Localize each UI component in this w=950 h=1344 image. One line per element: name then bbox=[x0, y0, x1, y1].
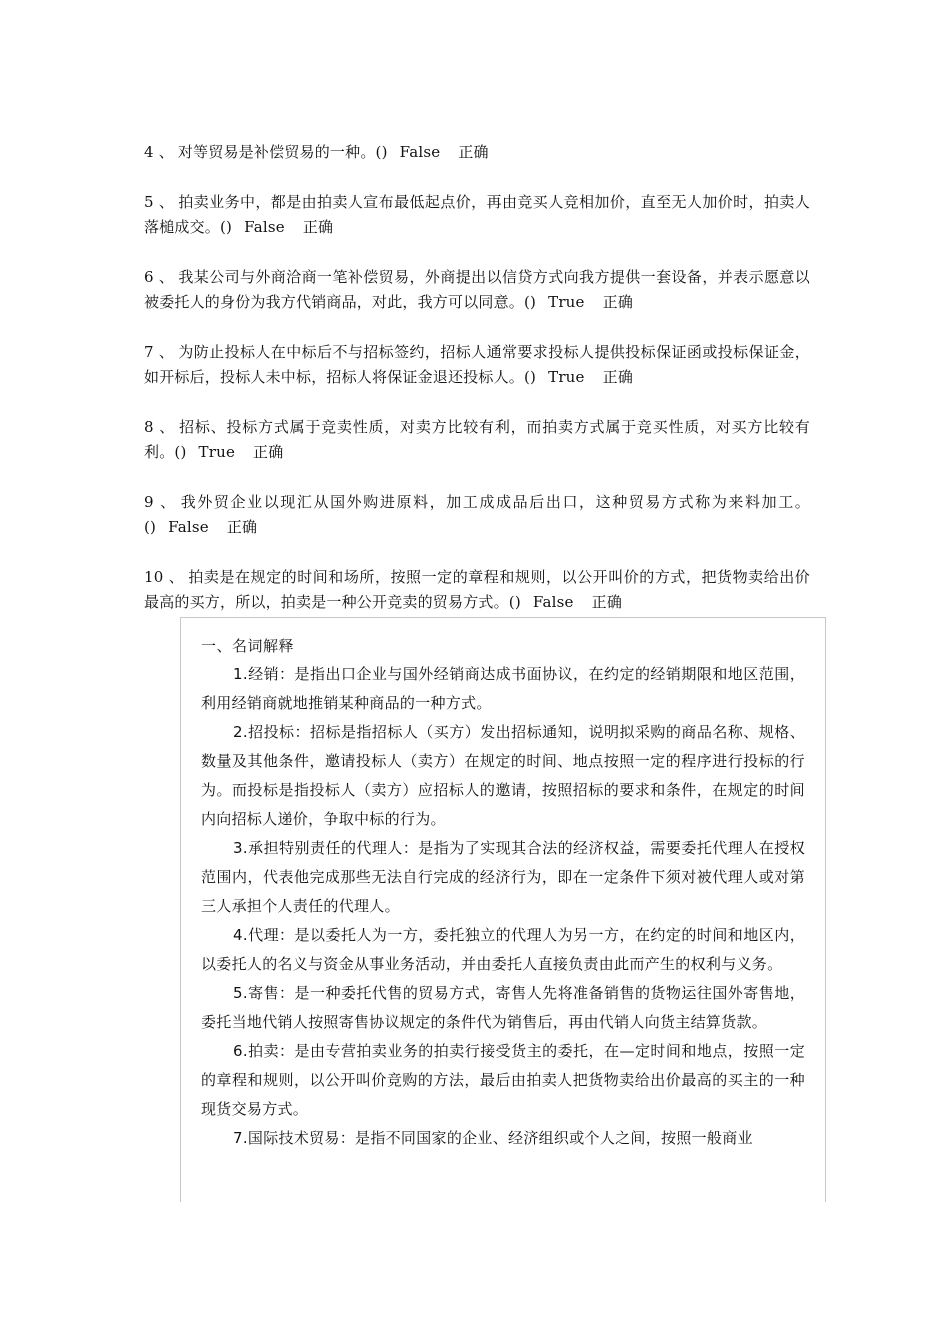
entry-text: 寄售：是一种委托代售的贸易方式，寄售人先将准备销售的货物运往国外寄售地，委托当地代销人按照寄售协议规定的条件代为销售后，再由代销人向货主结算货款。 bbox=[201, 984, 805, 1031]
question-number: 9 、 bbox=[144, 493, 177, 511]
entry-text: 代理：是以委托人为一方，委托独立的代理人为另一方，在约定的时间和地区内，以委托人的名义与资金从事业务活动，并由委托人直接负责由此而产生的权利与义务。 bbox=[201, 926, 805, 973]
question-item bbox=[144, 565, 810, 615]
question-text: 招标、投标方式属于竞卖性质，对卖方比较有利，而拍卖方式属于竞买性质，对买方比较有利。() bbox=[144, 418, 810, 461]
question-text: 拍卖是在规定的时间和场所，按照一定的章程和规则，以公开叫价的方式，把货物卖给出价最高的买方，所以，拍卖是一种公开竞卖的贸易方式。() bbox=[144, 568, 810, 611]
glossary-entry bbox=[201, 1037, 805, 1124]
question-answer: True bbox=[548, 293, 585, 311]
question-answer: False bbox=[532, 593, 574, 611]
question-judgement: 正确 bbox=[226, 518, 258, 536]
question-judgement: 正确 bbox=[591, 593, 623, 611]
entry-text: 招投标：招标是指招标人（买方）发出招标通知，说明拟采购的商品名称、规格、数量及其他条件，邀请投标人（卖方）在规定的时间、地点按照一定的程序进行投标的行为。而投标是指投标人（卖方）应招标人的邀请，按照招标的要求和条件，在规定的时间内向招标人递价，争取中标的行为。 bbox=[201, 723, 805, 828]
glossary-entry bbox=[201, 718, 805, 834]
entry-number: 7. bbox=[233, 1129, 248, 1147]
question-answer: False bbox=[399, 143, 441, 161]
question-number: 8 、 bbox=[144, 418, 176, 436]
question-number: 7 、 bbox=[144, 343, 175, 361]
entry-text: 经销：是指出口企业与国外经销商达成书面协议，在约定的经销期限和地区范围，利用经销商就地推销某种商品的一种方式。 bbox=[201, 665, 805, 712]
glossary-entry bbox=[201, 660, 805, 718]
glossary-entry bbox=[201, 834, 805, 921]
entry-number: 1. bbox=[233, 665, 248, 683]
glossary-box bbox=[180, 617, 826, 1202]
question-number: 10 、 bbox=[144, 568, 185, 586]
entry-number: 2. bbox=[233, 723, 248, 741]
entry-number: 3. bbox=[233, 839, 248, 857]
question-judgement: 正确 bbox=[602, 293, 634, 311]
question-judgement: 正确 bbox=[458, 143, 489, 161]
entry-number: 4. bbox=[233, 926, 248, 944]
question-answer: True bbox=[198, 443, 236, 461]
question-item bbox=[144, 340, 810, 390]
question-text: 我外贸企业以现汇从国外购进原料，加工成成品后出口，这种贸易方式称为来料加工。() bbox=[144, 493, 810, 536]
question-text: 拍卖业务中，都是由拍卖人宣布最低起点价，再由竞买人竞相加价，直至无人加价时，拍卖人落槌成交。() bbox=[144, 193, 810, 236]
question-item bbox=[144, 265, 810, 315]
glossary-entry bbox=[201, 979, 805, 1037]
question-answer: True bbox=[548, 368, 585, 386]
question-item bbox=[144, 190, 810, 240]
question-judgement: 正确 bbox=[602, 368, 634, 386]
question-item bbox=[144, 490, 810, 540]
entry-text: 国际技术贸易：是指不同国家的企业、经济组织或个人之间，按照一般商业 bbox=[247, 1129, 753, 1147]
entry-number: 5. bbox=[233, 984, 248, 1002]
question-judgement: 正确 bbox=[253, 443, 284, 461]
entry-number: 6. bbox=[233, 1042, 248, 1060]
question-answer: False bbox=[168, 518, 209, 536]
question-item bbox=[144, 140, 810, 165]
question-number: 6 、 bbox=[144, 268, 175, 286]
glossary-title: 一、名词解释 bbox=[201, 637, 295, 655]
question-answer: False bbox=[244, 218, 285, 236]
question-number: 5 、 bbox=[144, 193, 175, 211]
question-text: 对等贸易是补偿贸易的一种。() bbox=[177, 143, 388, 161]
glossary-entry bbox=[201, 1124, 805, 1153]
question-item bbox=[144, 415, 810, 465]
entry-text: 拍卖：是由专营拍卖业务的拍卖行接受货主的委托，在—定时间和地点，按照一定的章程和规则，以公开叫价竞购的方法，最后由拍卖人把货物卖给出价最高的买主的一种现货交易方式。 bbox=[201, 1042, 805, 1118]
true-false-question-list bbox=[144, 140, 810, 615]
glossary-entry bbox=[201, 921, 805, 979]
question-number: 4 、 bbox=[144, 143, 174, 161]
question-text: 为防止投标人在中标后不与招标签约，招标人通常要求投标人提供投标保证函或投标保证金，如开标后，投标人未中标，招标人将保证金退还投标人。() bbox=[144, 343, 810, 386]
question-judgement: 正确 bbox=[302, 218, 334, 236]
entry-text: 承担特别责任的代理人：是指为了实现其合法的经济权益，需要委托代理人在授权范围内，代表他完成那些无法自行完成的经济行为，即在一定条件下须对被代理人或对第三人承担个人责任的代理人。 bbox=[201, 839, 805, 915]
question-text: 我某公司与外商洽商一笔补偿贸易，外商提出以信贷方式向我方提供一套设备，并表示愿意以被委托人的身份为我方代销商品，对此，我方可以同意。() bbox=[144, 268, 810, 311]
